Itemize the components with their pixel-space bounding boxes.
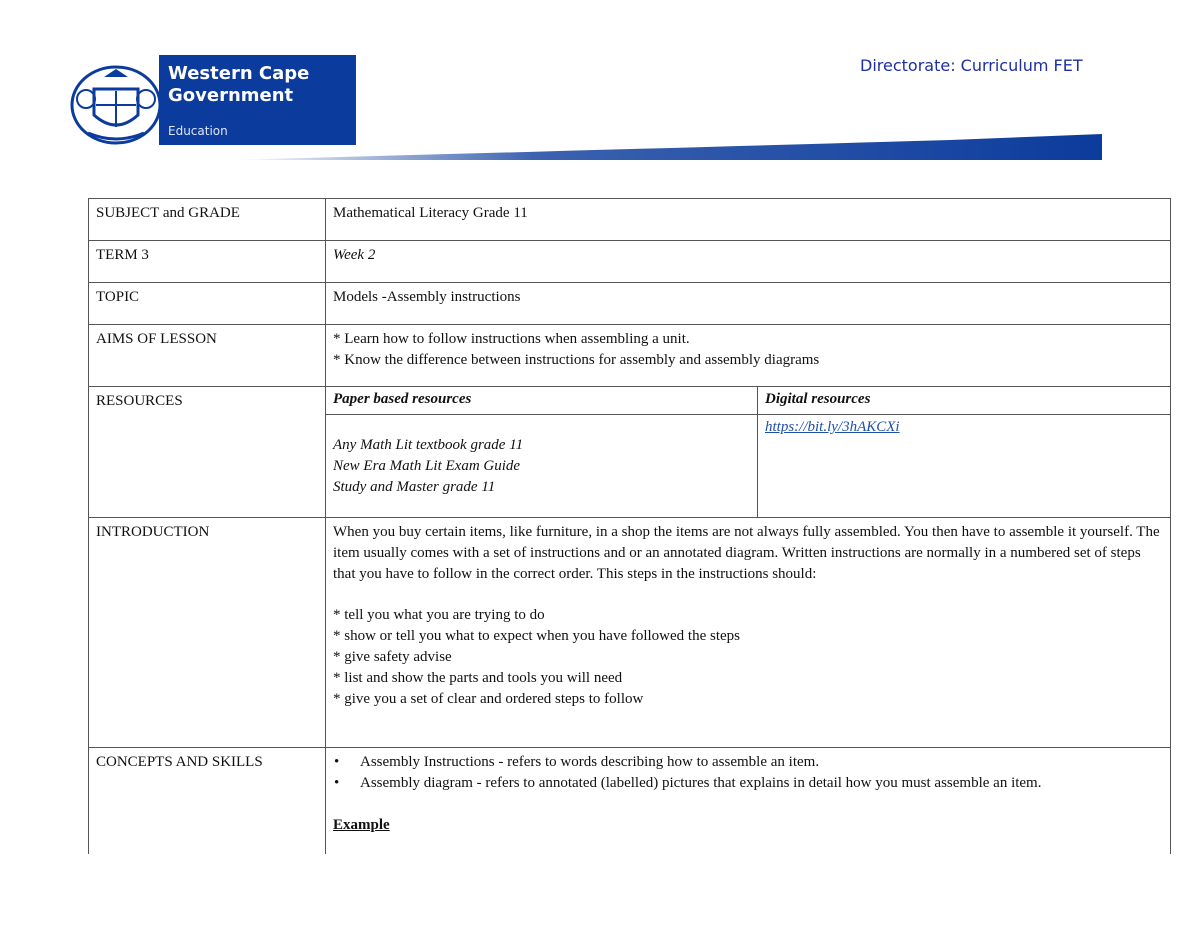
topic-label: TOPIC xyxy=(89,283,326,324)
concepts-bullet-list xyxy=(333,752,1163,794)
resources-label: RESOURCES xyxy=(89,387,326,517)
digital-resources-heading: Digital resources xyxy=(765,391,871,407)
concepts-label: CONCEPTS AND SKILLS xyxy=(89,748,326,854)
logo-title-line2: Government xyxy=(168,85,294,106)
concepts-content xyxy=(326,748,1170,854)
paper-resource-item: Study and Master grade 11 xyxy=(333,479,496,495)
paper-resource-item: Any Math Lit textbook grade 11 xyxy=(333,437,524,453)
introduction-point: * show or tell you what to expect when you have followed the steps xyxy=(333,628,740,644)
resources-grid xyxy=(326,387,1170,517)
paper-resource-item: New Era Math Lit Exam Guide xyxy=(333,458,521,474)
subject-value: Mathematical Literacy Grade 11 xyxy=(333,205,528,221)
table-row-subject xyxy=(89,198,1170,240)
concept-bullet: • Assembly Instructions - refers to words describing how to assemble an item. xyxy=(360,752,1163,773)
term-value: Week 2 xyxy=(333,247,376,263)
aims-item: * Learn how to follow instructions when assembling a unit. xyxy=(333,331,690,347)
lesson-plan-table xyxy=(88,198,1171,854)
directorate-label: Directorate: Curriculum FET xyxy=(860,56,1083,75)
topic-value: Models -Assembly instructions xyxy=(333,289,521,305)
logo-title-line1: Western Cape xyxy=(168,63,310,84)
introduction-point: * give you a set of clear and ordered steps to follow xyxy=(333,691,644,707)
subject-label: SUBJECT and GRADE xyxy=(89,199,326,240)
introduction-paragraph: When you buy certain items, like furniture, in a shop the items are not always fully assembled. You then have to assemble it yourself. The item usually comes with a set of instructions and or an annotated diagram. Written instructions are normally in a numbered set of steps that you have to follow in the correct order. This steps in the instructions should: xyxy=(333,524,1160,582)
resources-header-row xyxy=(326,387,1170,415)
table-row-aims xyxy=(89,324,1170,386)
aims-item: * Know the difference between instructions for assembly and assembly diagrams xyxy=(333,352,820,368)
introduction-point: * list and show the parts and tools you will need xyxy=(333,670,623,686)
table-row-introduction xyxy=(89,517,1170,747)
introduction-content xyxy=(326,518,1170,747)
digital-resources-cell xyxy=(758,415,1170,517)
table-row-concepts xyxy=(89,747,1170,854)
coat-of-arms-icon xyxy=(64,59,162,145)
introduction-point: * tell you what you are trying to do xyxy=(333,607,545,623)
table-row-resources xyxy=(89,386,1170,517)
resources-body-row xyxy=(326,415,1170,517)
logo-subtitle: Education xyxy=(168,124,228,138)
term-label: TERM 3 xyxy=(89,241,326,282)
paper-resources-heading: Paper based resources xyxy=(326,387,758,414)
wcg-logo xyxy=(62,55,356,145)
table-row-term xyxy=(89,240,1170,282)
introduction-label: INTRODUCTION xyxy=(89,518,326,747)
aims-list xyxy=(326,325,1170,386)
concept-bullet: • Assembly diagram - refers to annotated (labelled) pictures that explains in detail how you must assemble an item. xyxy=(360,773,1163,794)
introduction-point: * give safety advise xyxy=(333,649,452,665)
table-row-topic xyxy=(89,282,1170,324)
paper-resources-list xyxy=(326,415,758,517)
example-heading: Example xyxy=(333,817,390,833)
digital-resource-link[interactable]: https://bit.ly/3hAKCXi xyxy=(765,419,900,435)
aims-label: AIMS OF LESSON xyxy=(89,325,326,386)
header-swoosh xyxy=(230,134,1102,160)
